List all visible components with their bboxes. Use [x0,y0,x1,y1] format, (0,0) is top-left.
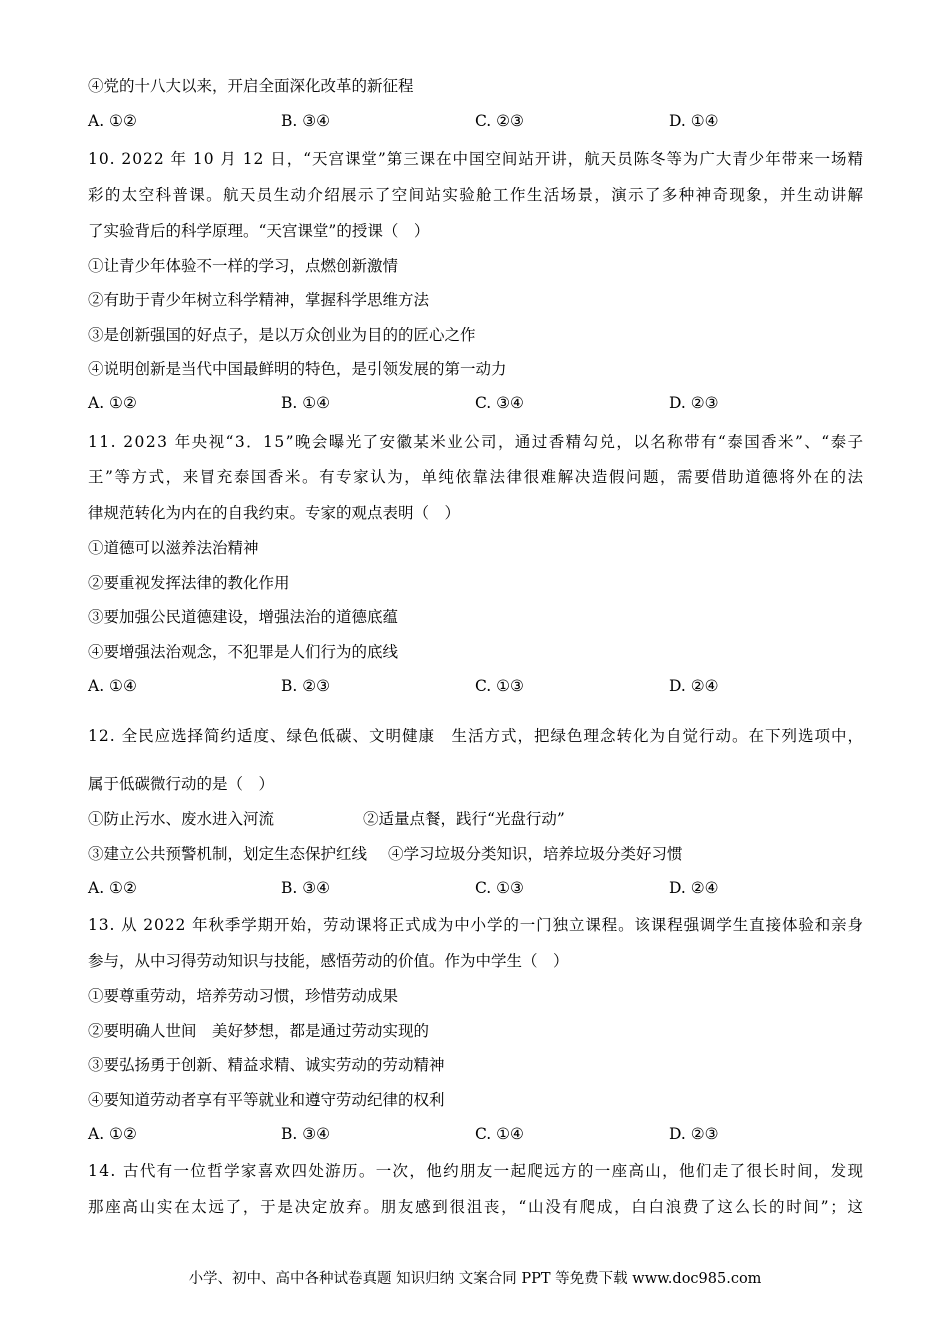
q13-item-3: ③要弘扬勇于创新、精益求精、诚实劳动的劳动精神 [88,1056,445,1074]
q10-stem-line-2: 彩的太空科普课。航天员生动介绍展示了空间站实验舱工作生活场景，演示了多种神奇现象，并生动讲解 [88,186,865,204]
q11-stem-line-2: 王”等方式，来冒充泰国香米。有专家认为，单纯依靠法律很难解决造假问题，需要借助道德将外在的法 [88,468,865,486]
q12-item-1: ①防止污水、废水进入河流 [88,810,275,828]
q10-option-c: C. ③④ [475,394,524,412]
q13-item-4: ④要知道劳动者享有平等就业和遵守劳动纪律的权利 [88,1091,445,1109]
q11-item-3: ③要加强公民道德建设，增强法治的道德底蕴 [88,608,399,626]
q10-item-3: ③是创新强国的好点子，是以万众创业为目的的匠心之作 [88,326,476,344]
q9-option-c: C. ②③ [475,112,524,130]
q12-option-a: A. ①② [88,879,137,897]
q14-stem-line-2: 那座高山实在太远了，于是决定放弃。朋友感到很沮丧，“山没有爬成，白白浪费了这么长的时间”；这 [88,1198,865,1216]
q12-item-3: ③建立公共预警机制，划定生态保护红线 [88,845,368,863]
q11-item-1: ①道德可以滋养法治精神 [88,539,259,557]
q11-option-a: A. ①④ [88,677,137,695]
q9-option-a: A. ①② [88,112,137,130]
q13-stem-line-2: 参与，从中习得劳动知识与技能，感悟劳动的价值。作为中学生（ ） [88,952,569,970]
q10-option-a: A. ①② [88,394,137,412]
q9-option-d: D. ①④ [669,112,719,130]
q13-option-d: D. ②③ [669,1125,719,1143]
q12-stem-line-2: 属于低碳微行动的是（ ） [88,775,275,793]
q11-option-b: B. ②③ [281,677,331,695]
q12-item-4: ④学习垃圾分类知识，培养垃圾分类好习惯 [388,845,683,863]
q13-option-a: A. ①② [88,1125,137,1143]
q13-options [88,1123,868,1145]
q10-options [88,392,868,414]
q10-item-2: ②有助于青少年树立科学精神，掌握科学思维方法 [88,291,430,309]
q14-stem-line-1: 14. 古代有一位哲学家喜欢四处游历。一次，他约朋友一起爬远方的一座高山，他们走了很长时间，发现 [88,1162,865,1180]
q10-stem-line-1: 10. 2022 年 10 月 12 日，“天宫课堂”第三课在中国空间站开讲，航天员陈冬等为广大青少年带来一场精 [88,150,864,168]
q13-option-b: B. ③④ [281,1125,331,1143]
q9-options [88,110,868,132]
q12-options [88,877,868,899]
q11-item-2: ②要重视发挥法律的教化作用 [88,574,290,592]
q12-option-d: D. ②④ [669,879,719,897]
q12-option-c: C. ①③ [475,879,524,897]
q10-option-b: B. ①④ [281,394,331,412]
q10-stem-line-3: 了实验背后的科学原理。“天宫课堂”的授课（ ） [88,222,430,240]
q13-item-1: ①要尊重劳动，培养劳动习惯，珍惜劳动成果 [88,987,399,1005]
q11-options [88,675,868,697]
q13-stem-line-1: 13. 从 2022 年秋季学期开始，劳动课将正式成为中小学的一门独立课程。该课程强调学生直接体验和亲身 [88,916,864,934]
q13-option-c: C. ①④ [475,1125,524,1143]
q10-item-1: ①让青少年体验不一样的学习，点燃创新激情 [88,257,399,275]
q10-item-4: ④说明创新是当代中国最鲜明的特色，是引领发展的第一动力 [88,360,507,378]
q10-option-d: D. ②③ [669,394,719,412]
page-footer: 小学、初中、高中各种试卷真题 知识归纳 文案合同 PPT 等免费下载 www.doc985.com [188,1271,762,1287]
q13-item-2: ②要明确人世间 美好梦想，都是通过劳动实现的 [88,1022,430,1040]
q12-items-row-1 [88,808,868,830]
q9-item-4: ④党的十八大以来，开启全面深化改革的新征程 [88,77,414,95]
q11-stem-line-1: 11. 2023 年央视“3．15”晚会曝光了安徽某米业公司，通过香精勾兑，以名称带有“泰国香米”、“泰子 [88,433,865,451]
q11-option-d: D. ②④ [669,677,719,695]
q12-item-2: ②适量点餐，践行“光盘行动” [363,810,565,828]
q11-option-c: C. ①③ [475,677,524,695]
q12-items-row-2 [88,843,868,865]
q11-item-4: ④要增强法治观念，不犯罪是人们行为的底线 [88,643,399,661]
q12-stem-line-1: 12. 全民应选择简约适度、绿色低碳、文明健康 生活方式，把绿色理念转化为自觉行动。在下列选项中， [88,727,864,745]
q12-option-b: B. ③④ [281,879,331,897]
q9-option-b: B. ③④ [281,112,331,130]
q11-stem-line-3: 律规范转化为内在的自我约束。专家的观点表明（ ） [88,504,461,522]
